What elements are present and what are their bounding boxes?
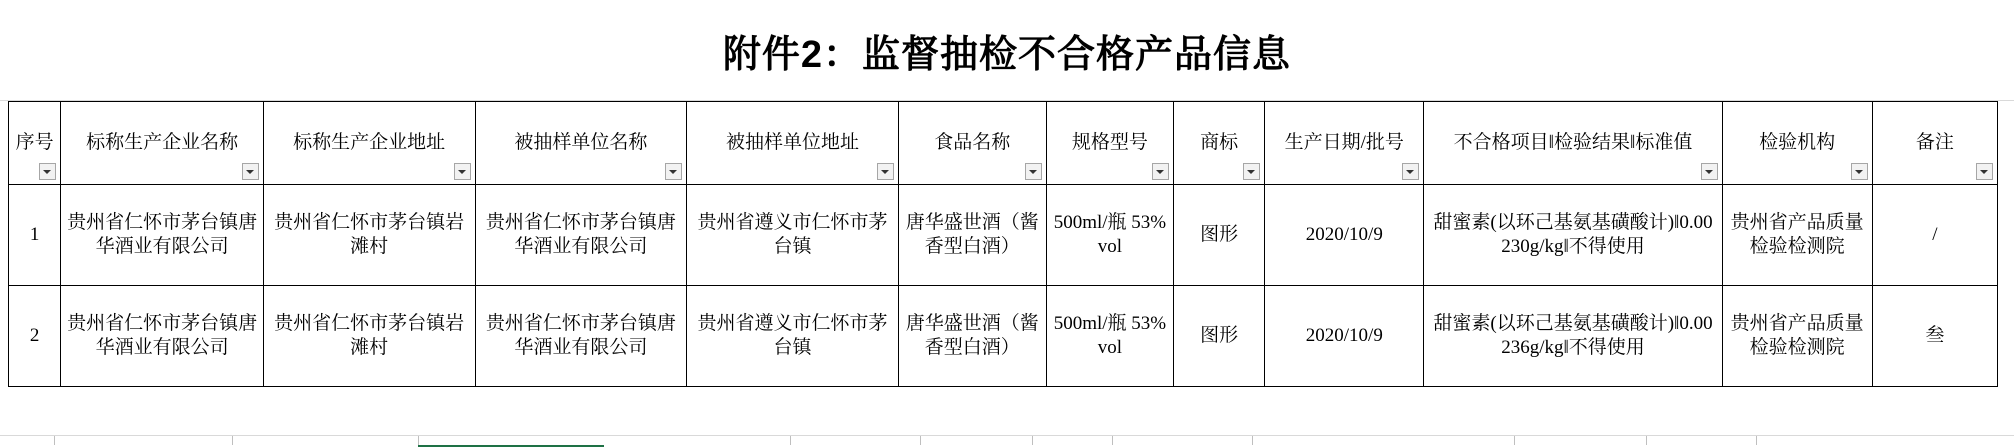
table-header-row [9,102,1998,185]
filter-dropdown-icon[interactable] [1243,163,1260,180]
page-title: 附件2：监督抽检不合格产品信息 [722,33,1292,76]
filter-dropdown-icon[interactable] [877,163,894,180]
filter-dropdown-icon[interactable] [1025,163,1042,180]
column-header-food-name[interactable] [898,102,1046,185]
cell-producer-address: 贵州省仁怀市茅台镇岩滩村 [263,185,475,286]
filter-dropdown-icon[interactable] [1976,163,1993,180]
cell-sampled-unit-name: 贵州省仁怀市茅台镇唐华酒业有限公司 [475,286,687,387]
cell-producer-address: 贵州省仁怀市茅台镇岩滩村 [263,286,475,387]
cell-spec: 500ml/瓶 53%vol [1046,286,1173,387]
strip-segment [1032,436,1113,445]
cell-seq: 2 [9,286,61,387]
filter-dropdown-icon[interactable] [1701,163,1718,180]
column-header-inspection-org[interactable] [1722,102,1872,185]
column-header-seq[interactable] [9,102,61,185]
cell-remark: 叁 [1872,286,1997,387]
column-header-label: 规格型号 [1071,131,1148,153]
cell-food-name: 唐华盛世酒（酱香型白酒） [898,286,1046,387]
cell-remark: / [1872,185,1997,286]
strip-segment-active [418,436,604,447]
cell-sampled-unit-address: 贵州省遵义市仁怀市茅台镇 [687,286,899,387]
cell-sampled-unit-name: 贵州省仁怀市茅台镇唐华酒业有限公司 [475,185,687,286]
cell-producer-name: 贵州省仁怀市茅台镇唐华酒业有限公司 [61,185,264,286]
column-header-label: 序号 [15,131,54,153]
document-title-row [0,0,2014,101]
column-header-nonconforming-item[interactable] [1424,102,1722,185]
strip-segment [0,436,55,445]
column-header-label: 食品名称 [934,131,1011,153]
cell-nonconforming-item: 甜蜜素(以环己基氨基磺酸计)‖0.00230g/kg‖不得使用 [1424,185,1722,286]
column-header-label: 被抽样单位地址 [725,131,859,153]
filter-dropdown-icon[interactable] [1152,163,1169,180]
column-header-label: 不合格项目‖检验结果‖标准值 [1453,131,1693,153]
filter-dropdown-icon[interactable] [665,163,682,180]
filter-dropdown-icon[interactable] [454,163,471,180]
cell-producer-name: 贵州省仁怀市茅台镇唐华酒业有限公司 [61,286,264,387]
cell-production-date: 2020/10/9 [1265,286,1424,387]
filter-dropdown-icon[interactable] [242,163,259,180]
cell-nonconforming-item: 甜蜜素(以环己基氨基磺酸计)‖0.00236g/kg‖不得使用 [1424,286,1722,387]
column-header-label: 备注 [1915,131,1954,153]
strip-segment [54,436,233,445]
column-header-trademark[interactable] [1174,102,1265,185]
cell-inspection-org: 贵州省产品质量检验检测院 [1722,286,1872,387]
cell-spec: 500ml/瓶 53%vol [1046,185,1173,286]
column-header-label: 被抽样单位名称 [514,131,648,153]
nonconforming-products-table [8,101,1998,387]
cell-food-name: 唐华盛世酒（酱香型白酒） [898,185,1046,286]
cell-inspection-org: 贵州省产品质量检验检测院 [1722,185,1872,286]
filter-dropdown-icon[interactable] [1402,163,1419,180]
cell-production-date: 2020/10/9 [1265,185,1424,286]
column-header-spec[interactable] [1046,102,1173,185]
column-header-sampled-unit-name[interactable] [475,102,687,185]
column-header-label: 标称生产企业地址 [293,131,446,153]
column-header-production-date[interactable] [1265,102,1424,185]
column-header-label: 检验机构 [1759,131,1836,153]
strip-segment [1646,436,1757,445]
sheet-bottom-edge [0,435,2014,446]
strip-segment [1112,436,1253,445]
strip-segment [920,436,1033,445]
table-row[interactable] [9,185,1998,286]
cell-sampled-unit-address: 贵州省遵义市仁怀市茅台镇 [687,185,899,286]
table-row[interactable] [9,286,1998,387]
column-header-label: 标称生产企业名称 [86,131,239,153]
strip-segment [790,436,921,445]
cell-trademark: 图形 [1174,286,1265,387]
column-header-producer-address[interactable] [263,102,475,185]
column-header-label: 商标 [1200,131,1239,153]
column-header-sampled-unit-address[interactable] [687,102,899,185]
filter-dropdown-icon[interactable] [39,163,56,180]
cell-seq: 1 [9,185,61,286]
strip-segment [604,436,791,445]
column-header-remark[interactable] [1872,102,1997,185]
cell-trademark: 图形 [1174,185,1265,286]
strip-segment [1252,436,1515,445]
column-header-producer-name[interactable] [61,102,264,185]
strip-segment [1514,436,1647,445]
strip-segment [232,436,419,445]
column-header-label: 生产日期/批号 [1284,131,1404,153]
filter-dropdown-icon[interactable] [1851,163,1868,180]
